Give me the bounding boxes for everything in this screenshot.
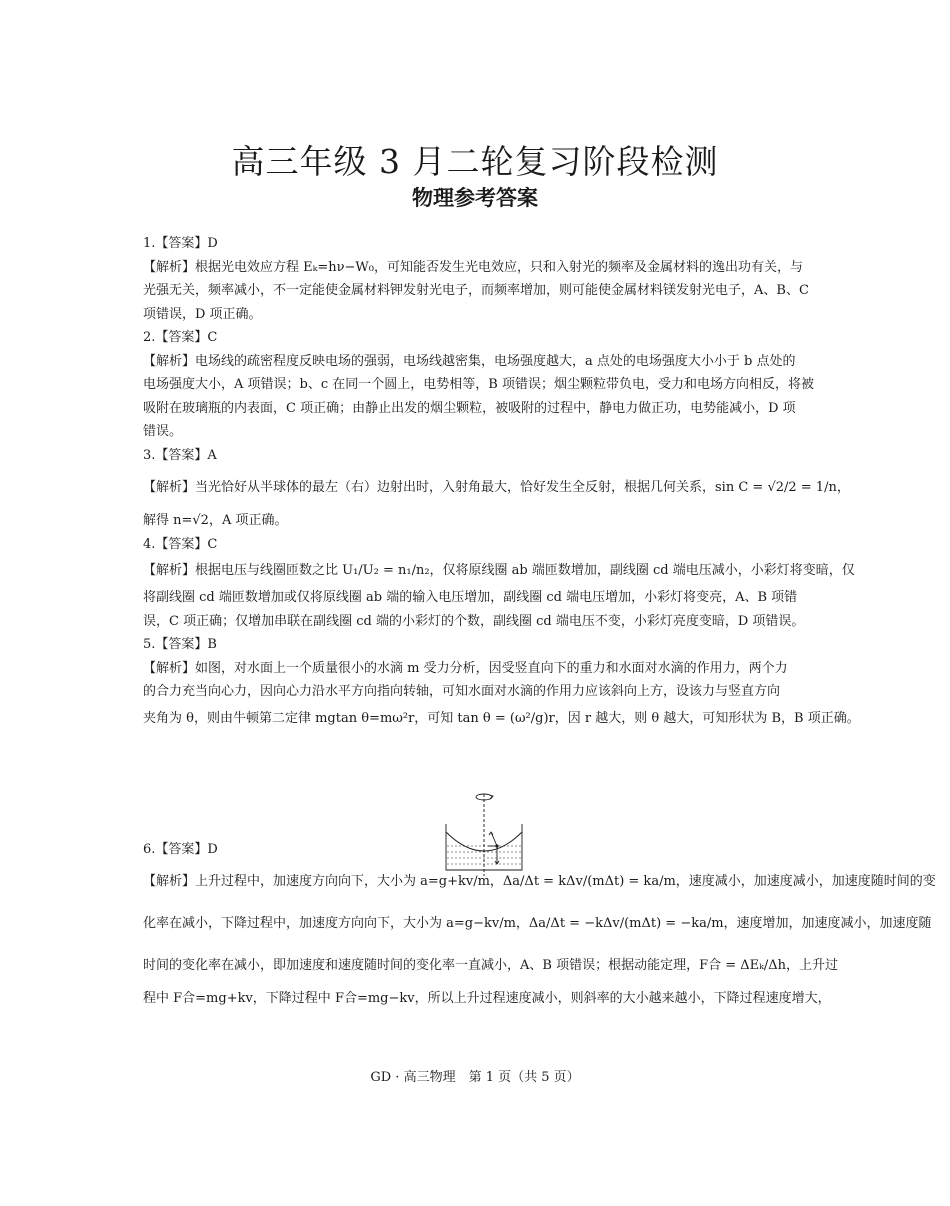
q2-analysis-line: 错误。 [143,424,183,439]
q1-analysis-line: 光强无关，频率减小，不一定能使金属材料钾发射光电子，而频率增加，则可能使金属材料镁发射光电子，A、B、C [143,283,809,298]
page-subtitle: 物理参考答案 [412,186,538,210]
q3-answer: 3.【答案】A [143,447,217,463]
q5-analysis-line: 夹角为 θ，则由牛顿第二定律 mgtan θ=mω²r，可知 tan θ = (ω²/g)r，因 r 越大，则 θ 越大，可知形状为 B，B 项正确。 [143,710,860,726]
page-title: 高三年级 3 月二轮复习阶段检测 [231,142,719,181]
answer-content [143,232,936,1011]
q5-answer: 5.【答案】B [143,637,217,652]
q6-analysis-line: 时间的变化率在减小，即加速度和速度随时间的变化率一直减小，A、B 项错误；根据动能定理，F合 = ΔEₖ/Δh，上升过 [143,958,839,973]
rotating-water-figure [443,788,525,876]
q4-analysis-line: 【解析】根据电压与线圈匝数之比 U₁/U₂ = n₁/n₂，仅将原线圈 ab 端匝数增加，副线圈 cd 端电压减小，小彩灯将变暗，仅 [143,563,855,578]
q4-answer: 4.【答案】C [143,536,218,552]
q5-analysis-line: 的合力充当向心力，因向心力沿水平方向指向转轴，可知水面对水滴的作用力应该斜向上方，设该力与竖直方向 [143,684,781,699]
q1-analysis-line: 项错误，D 项正确。 [143,306,262,322]
q6-answer: 6.【答案】D [143,841,218,857]
q6-analysis-line: 【解析】上升过程中，加速度方向向下，大小为 a=g+kv/m，Δa/Δt = kΔv/(mΔt) = ka/m，速度减小，加速度减小，加速度随时间的变 [143,874,936,889]
page-footer: GD · 高三物理 第 1 页（共 5 页） [370,1070,580,1085]
q1-answer: 1.【答案】D [143,236,218,251]
q6-analysis-line: 程中 F合=mg+kv，下降过程中 F合=mg−kv，所以上升过程速度减小，则斜率的大小越来越小，下降过程速度增大， [143,991,831,1006]
q3-analysis-line: 解得 n=√2，A 项正确。 [143,513,288,528]
q4-analysis-line: 误，C 项正确；仅增加串联在副线圈 cd 端的小彩灯的个数，副线圈 cd 端电压不变，小彩灯亮度变暗，D 项错误。 [143,613,805,629]
q1-analysis-line: 【解析】根据光电效应方程 Eₖ=hν−W₀，可知能否发生光电效应，只和入射光的频率及金属材料的逸出功有关，与 [143,259,803,275]
rotation-arrowhead [489,795,493,799]
q6-analysis-line: 化率在减小，下降过程中，加速度方向向下，大小为 a=g−kv/m，Δa/Δt = −kΔv/(mΔt) = −ka/m，速度增加，加速度减小，加速度随 [143,916,932,931]
q5-analysis-line: 【解析】如图，对水面上一个质量很小的水滴 m 受力分析，因受竖直向下的重力和水面对水滴的作用力，两个力 [143,660,788,676]
q2-analysis-line: 【解析】电场线的疏密程度反映电场的强弱，电场线越密集，电场强度越大，a 点处的电场强度大小小于 b 点处的 [143,353,796,369]
q2-analysis-line: 吸附在玻璃瓶的内表面，C 项正确；由静止出发的烟尘颗粒，被吸附的过程中，静电力做正功，电势能减小，D 项 [143,400,796,416]
water-droplet [495,844,498,847]
q3-analysis-line: 【解析】当光恰好从半球体的最左（右）边射出时，入射角最大，恰好发生全反射，根据几何关系，sin C = √2/2 = 1/n， [143,480,850,495]
q2-analysis-line: 电场强度大小，A 项错误；b、c 在同一个圆上，电势相等，B 项错误；烟尘颗粒带负电，受力和电场方向相反，将被 [143,377,814,392]
q4-analysis-line: 将副线圈 cd 端匝数增加或仅将原线圈 ab 端的输入电压增加，副线圈 cd 端电压增加，小彩灯将变亮，A、B 项错 [143,590,798,605]
q2-answer: 2.【答案】C [143,330,218,345]
